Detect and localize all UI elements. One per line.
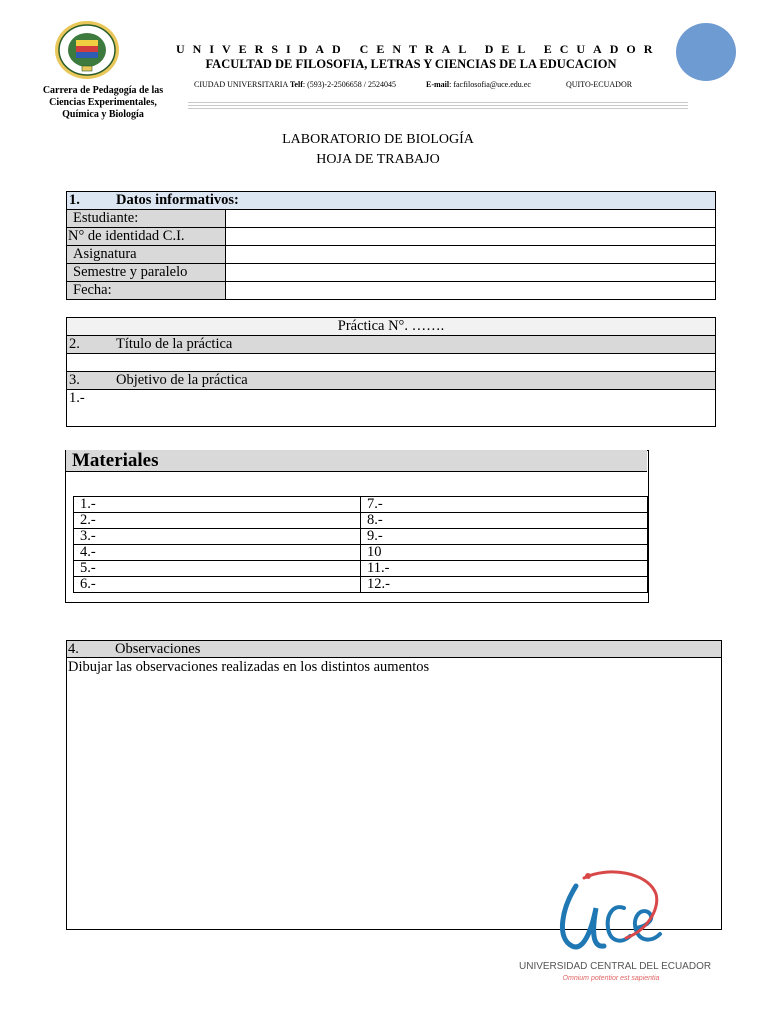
carrera-line-3: Química y Biología xyxy=(62,109,144,120)
worksheet-title: HOJA DE TRABAJO xyxy=(316,152,440,167)
material-item[interactable]: 10 xyxy=(361,545,648,561)
material-item[interactable]: 6.- xyxy=(74,577,361,593)
field-label-ci: N° de identidad C.I. xyxy=(67,228,226,246)
uce-logo-motto: Omnium potentior est sapientia xyxy=(562,975,660,982)
header-divider xyxy=(188,108,688,109)
field-row xyxy=(67,228,716,246)
materiales-row xyxy=(74,545,648,561)
datos-header-row xyxy=(67,192,716,210)
observaciones-heading: 4. Observaciones xyxy=(67,641,721,658)
contact-email: E-mail: facfilosofia@uce.edu.ec xyxy=(426,80,531,89)
materiales-row xyxy=(74,561,648,577)
titulo-input-row xyxy=(67,354,716,372)
field-input-estudiante[interactable] xyxy=(226,210,716,228)
contact-phone: CIUDAD UNIVERSITARIA Telf: (593)-2-2506658 / 2524045 xyxy=(194,80,396,89)
material-item[interactable]: 4.- xyxy=(74,545,361,561)
materiales-row xyxy=(74,529,648,545)
material-item[interactable]: 9.- xyxy=(361,529,648,545)
university-seal-icon xyxy=(54,20,120,80)
field-label-estudiante: Estudiante: xyxy=(67,210,226,228)
material-item[interactable]: 2.- xyxy=(74,513,361,529)
objetivo-label: 3. Objetivo de la práctica xyxy=(67,372,716,390)
datos-heading: 1. Datos informativos: xyxy=(67,192,716,210)
university-name: UNIVERSIDAD CENTRAL DEL ECUADOR xyxy=(176,42,661,56)
titulo-label: 2. Título de la práctica xyxy=(67,336,716,354)
practica-heading: Práctica N°. ……. xyxy=(67,318,716,336)
material-item[interactable]: 12.- xyxy=(361,577,648,593)
material-item[interactable]: 1.- xyxy=(74,497,361,513)
field-label-fecha: Fecha: xyxy=(67,282,226,300)
field-row xyxy=(67,282,716,300)
materiales-row xyxy=(74,497,648,513)
material-item[interactable]: 3.- xyxy=(74,529,361,545)
uce-logo-name: UNIVERSIDAD CENTRAL DEL ECUADOR xyxy=(519,961,712,972)
objetivo-input-row xyxy=(67,390,716,427)
faculty-name: FACULTAD DE FILOSOFIA, LETRAS Y CIENCIAS DE LA EDUCACION xyxy=(205,57,617,71)
contact-city: QUITO-ECUADOR xyxy=(566,80,633,89)
carrera-line-2: Ciencias Experimentales, xyxy=(49,97,157,108)
uce-logo-icon xyxy=(548,868,668,963)
materiales-row xyxy=(74,513,648,529)
titulo-row xyxy=(67,336,716,354)
field-row xyxy=(67,210,716,228)
materiales-table xyxy=(73,496,648,593)
material-item[interactable]: 11.- xyxy=(361,561,648,577)
lab-title: LABORATORIO DE BIOLOGÍA xyxy=(282,132,474,147)
header-divider xyxy=(188,105,688,106)
field-row xyxy=(67,246,716,264)
field-input-ci[interactable] xyxy=(226,228,716,246)
titulo-input[interactable] xyxy=(67,354,716,372)
blue-circle xyxy=(676,23,736,81)
field-row xyxy=(67,264,716,282)
materiales-heading: Materiales xyxy=(66,450,647,472)
practica-table xyxy=(66,317,716,427)
field-input-asignatura[interactable] xyxy=(226,246,716,264)
material-item[interactable]: 5.- xyxy=(74,561,361,577)
objetivo-row xyxy=(67,372,716,390)
field-input-fecha[interactable] xyxy=(226,282,716,300)
practica-heading-row xyxy=(67,318,716,336)
header-divider xyxy=(188,102,688,103)
datos-informativos-table xyxy=(66,191,716,300)
observaciones-instruction: Dibujar las observaciones realizadas en los distintos aumentos xyxy=(68,659,430,675)
field-label-semestre: Semestre y paralelo xyxy=(67,264,226,282)
objetivo-input[interactable]: 1.- xyxy=(67,390,716,427)
materiales-row xyxy=(74,577,648,593)
carrera-line-1: Carrera de Pedagogía de las xyxy=(42,85,164,96)
field-input-semestre[interactable] xyxy=(226,264,716,282)
material-item[interactable]: 7.- xyxy=(361,497,648,513)
carrera-label xyxy=(28,85,178,121)
material-item[interactable]: 8.- xyxy=(361,513,648,529)
field-label-asignatura: Asignatura xyxy=(67,246,226,264)
